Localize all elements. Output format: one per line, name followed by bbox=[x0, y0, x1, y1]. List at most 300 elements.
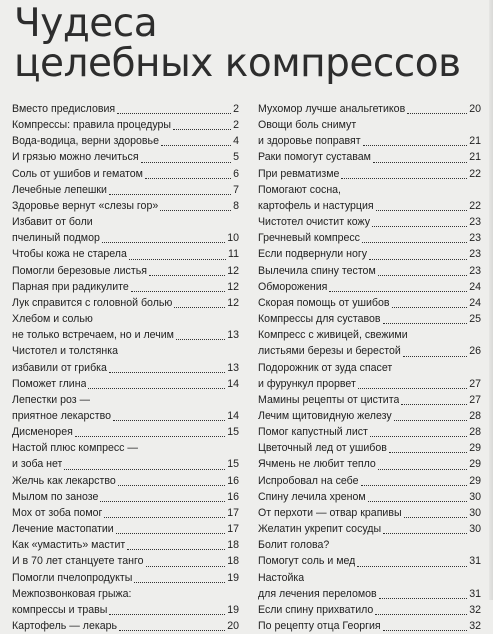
toc-entry bbox=[258, 230, 481, 246]
toc-page-number: 13 bbox=[227, 361, 239, 374]
toc-entry bbox=[12, 343, 239, 375]
toc-entry-line bbox=[12, 521, 239, 537]
toc-entry-line bbox=[258, 214, 481, 230]
toc-entry bbox=[12, 311, 239, 343]
dot-leader bbox=[88, 387, 225, 389]
toc-entry bbox=[258, 521, 481, 537]
toc-entry-line bbox=[258, 521, 481, 537]
toc-entry-title: Хлебом и солью bbox=[12, 313, 93, 326]
toc-entry bbox=[12, 473, 239, 489]
dot-leader bbox=[131, 290, 225, 292]
toc-entry-title: Овощи боль снимут bbox=[258, 119, 357, 132]
title-line-2: целебных компрессов bbox=[14, 41, 461, 86]
toc-page-number: 19 bbox=[227, 603, 239, 616]
toc-entry-line bbox=[258, 570, 481, 586]
dot-leader bbox=[145, 177, 231, 179]
toc-entry-title: Мох от зоба помог bbox=[12, 506, 103, 519]
toc-entry-line bbox=[12, 343, 239, 359]
dot-leader bbox=[113, 419, 225, 421]
toc-page-number: 27 bbox=[469, 377, 481, 390]
toc-entry-title: Спину лечила хреном bbox=[258, 490, 366, 503]
toc-entry-line bbox=[258, 489, 481, 505]
toc-page-number: 12 bbox=[227, 280, 239, 293]
toc-entry-title: Избавит от боли bbox=[12, 216, 93, 229]
toc-entry-title: Обморожения bbox=[258, 280, 328, 293]
toc-entry bbox=[12, 489, 239, 505]
toc-entry-title: Желатин укрепит сосуды bbox=[258, 523, 382, 536]
toc-page-number: 7 bbox=[233, 183, 239, 196]
dot-leader bbox=[383, 322, 468, 324]
toc-entry-line bbox=[12, 570, 239, 586]
dot-leader bbox=[109, 371, 225, 373]
toc-column-left bbox=[12, 101, 239, 634]
toc-entry-title: Чистотел очистит кожу bbox=[258, 216, 371, 229]
toc-page-number: 25 bbox=[469, 313, 481, 326]
toc-entry-title: Болит голова? bbox=[258, 539, 330, 552]
dot-leader bbox=[372, 225, 467, 227]
toc-entry-line bbox=[12, 602, 239, 618]
toc-entry-title: Мамины рецепты от цистита bbox=[258, 393, 400, 406]
toc-entry-title: пчелиный подмор bbox=[12, 232, 100, 245]
toc-entry bbox=[258, 214, 481, 230]
toc-entry-title: Настойка bbox=[258, 571, 305, 584]
toc-entry-title: Парная при радикулите bbox=[12, 280, 129, 293]
dot-leader bbox=[118, 484, 225, 486]
dot-leader bbox=[141, 161, 232, 163]
toc-entry-title: Картофель — лекарь bbox=[12, 620, 118, 632]
toc-entry bbox=[258, 408, 481, 424]
dot-leader bbox=[373, 161, 467, 163]
toc-entry-title: и здоровье поправят bbox=[258, 135, 361, 148]
toc-entry-line bbox=[258, 343, 481, 359]
toc-entry-line bbox=[12, 263, 239, 279]
toc-page-number: 29 bbox=[469, 474, 481, 487]
toc-entry-line bbox=[258, 392, 481, 408]
toc-entry-title: Мылом по занозе bbox=[12, 490, 99, 503]
toc-entry-line bbox=[12, 230, 239, 246]
toc-entry-title: Настой плюс компресс — bbox=[12, 442, 139, 455]
toc-page-number: 29 bbox=[469, 442, 481, 455]
dot-leader bbox=[329, 290, 467, 292]
toc-entry-line bbox=[12, 424, 239, 440]
toc-entry bbox=[258, 489, 481, 505]
toc-page-number: 31 bbox=[469, 587, 481, 600]
toc-page-number: 30 bbox=[469, 490, 481, 503]
toc-entry bbox=[12, 279, 239, 295]
toc-entry bbox=[258, 263, 481, 279]
toc-entry bbox=[12, 246, 239, 262]
dot-leader bbox=[102, 241, 225, 243]
toc-entry bbox=[12, 618, 239, 634]
dot-leader bbox=[404, 516, 468, 518]
dot-leader bbox=[117, 112, 231, 114]
dot-leader bbox=[401, 403, 467, 405]
toc-page-number: 11 bbox=[228, 248, 239, 261]
toc-entry bbox=[258, 505, 481, 521]
toc-entry-line bbox=[12, 440, 239, 456]
dot-leader bbox=[109, 613, 225, 615]
toc-page-number: 12 bbox=[227, 296, 239, 309]
toc-entry-line bbox=[12, 117, 239, 133]
dot-leader bbox=[161, 144, 231, 146]
toc-entry bbox=[258, 392, 481, 408]
toc-entry-line bbox=[12, 505, 239, 521]
toc-entry bbox=[12, 553, 239, 569]
dot-leader bbox=[104, 516, 225, 518]
toc-entry-title: Если спину прихватило bbox=[258, 603, 374, 616]
dot-leader bbox=[174, 306, 225, 308]
toc-page-number: 16 bbox=[227, 474, 239, 487]
toc-entry-title: Помогли березовые листья bbox=[12, 264, 147, 277]
dot-leader bbox=[146, 565, 226, 567]
dot-leader bbox=[378, 274, 467, 276]
toc-entry-title: Вместо предисловия bbox=[12, 103, 116, 115]
toc-entry-title: Раки помогут суставам bbox=[258, 151, 371, 164]
toc-page-number: 12 bbox=[227, 264, 239, 277]
dot-leader bbox=[134, 581, 225, 583]
toc-entry-line bbox=[258, 408, 481, 424]
toc-page-number: 28 bbox=[469, 426, 481, 439]
toc-entry-title: Компрессы: правила процедуры bbox=[12, 119, 172, 132]
dot-leader bbox=[378, 468, 467, 470]
toc-entry-title: Помогли пчелопродукты bbox=[12, 571, 133, 584]
toc-page-number: 14 bbox=[227, 409, 239, 422]
dot-leader bbox=[116, 532, 226, 534]
toc-entry bbox=[12, 295, 239, 311]
toc-entry-title: Компрессы для суставов bbox=[258, 313, 381, 326]
toc-entry-line bbox=[258, 473, 481, 489]
toc-entry bbox=[12, 182, 239, 198]
toc-entry-line bbox=[258, 586, 481, 602]
toc-entry-title: Ячмень не любит тепло bbox=[258, 458, 376, 471]
dot-leader bbox=[403, 355, 467, 357]
toc-page-number: 26 bbox=[469, 345, 481, 358]
toc-entry-line bbox=[12, 214, 239, 230]
dot-leader bbox=[376, 209, 468, 211]
toc-entry bbox=[12, 392, 239, 424]
dot-leader bbox=[361, 484, 468, 486]
toc-entry-title: Чтобы кожа не старела bbox=[12, 248, 127, 261]
toc-entry bbox=[12, 537, 239, 553]
toc-entry-title: Желчь как лекарство bbox=[12, 474, 116, 487]
toc-entry-line bbox=[258, 424, 481, 440]
toc-entry-line bbox=[258, 456, 481, 472]
toc-entry-line bbox=[258, 553, 481, 569]
toc-entry-line bbox=[12, 133, 239, 149]
toc-entry-title: Испробовал на себе bbox=[258, 474, 359, 487]
dot-leader bbox=[383, 532, 467, 534]
dot-leader bbox=[357, 565, 467, 567]
toc-entry-line bbox=[12, 473, 239, 489]
toc-entry bbox=[258, 618, 481, 634]
toc-entry bbox=[258, 602, 481, 618]
toc-entry-line bbox=[12, 586, 239, 602]
toc-entry-title: Чистотел и толстянка bbox=[12, 345, 118, 358]
toc-entry-line bbox=[12, 101, 239, 117]
toc-page-number: 2 bbox=[233, 119, 239, 132]
toc-entry-line bbox=[258, 198, 481, 214]
toc-entry bbox=[258, 166, 481, 182]
toc-entry bbox=[12, 505, 239, 521]
toc-entry-title: Скорая помощь от ушибов bbox=[258, 296, 390, 309]
toc-entry-line bbox=[12, 553, 239, 569]
toc-entry-title: И в 70 лет станцуете танго bbox=[12, 555, 144, 568]
toc-entry bbox=[258, 311, 481, 327]
toc-page-number: 31 bbox=[469, 555, 481, 568]
toc-entry-line bbox=[12, 537, 239, 553]
dot-leader bbox=[369, 258, 467, 260]
toc-entry-line bbox=[12, 618, 239, 634]
toc-column-right bbox=[258, 101, 481, 634]
toc-entry-title: картофель и настурция bbox=[258, 199, 374, 212]
toc-entry-title: Подорожник от зуда спасет bbox=[258, 361, 393, 374]
toc-page-number: 23 bbox=[469, 216, 481, 229]
toc-entry bbox=[12, 521, 239, 537]
toc-entry-title: и фурункул прорвет bbox=[258, 377, 356, 390]
toc-entry bbox=[258, 456, 481, 472]
toc-page-number: 30 bbox=[469, 506, 481, 519]
title-line-1: Чудеса bbox=[14, 1, 158, 46]
toc-entry-line bbox=[12, 376, 239, 392]
toc-entry-line bbox=[258, 360, 481, 376]
toc-entry bbox=[12, 440, 239, 472]
dot-leader bbox=[407, 112, 467, 114]
toc-page-number: 22 bbox=[469, 199, 481, 212]
toc-entry-title: Лечебные лепешки bbox=[12, 183, 107, 196]
toc-entry-title: Гречневый компресс bbox=[258, 232, 360, 245]
toc-entry-title: листьями березы и берестой bbox=[258, 345, 401, 358]
dot-leader bbox=[375, 613, 467, 615]
dot-leader bbox=[129, 258, 226, 260]
toc-entry bbox=[258, 149, 481, 165]
toc-entry-line bbox=[258, 311, 481, 327]
toc-entry-line bbox=[12, 182, 239, 198]
toc-entry-line bbox=[258, 101, 481, 117]
toc-entry-title: Мухомор лучше анальгетиков bbox=[258, 103, 406, 115]
toc-page-number: 22 bbox=[469, 167, 481, 180]
toc-entry-line bbox=[258, 182, 481, 198]
toc-entry-line bbox=[12, 149, 239, 165]
toc-entry bbox=[258, 473, 481, 489]
toc-entry-line bbox=[258, 537, 481, 553]
page-edge bbox=[489, 0, 493, 600]
toc-entry-title: При ревматизме bbox=[258, 167, 340, 180]
toc-entry-title: Компресс с живицей, свежими bbox=[258, 329, 408, 342]
dot-leader bbox=[160, 209, 231, 211]
toc-page-number: 23 bbox=[469, 232, 481, 245]
toc-entry bbox=[12, 263, 239, 279]
toc-entry bbox=[258, 246, 481, 262]
dot-leader bbox=[176, 338, 225, 340]
toc-entry-line bbox=[12, 489, 239, 505]
toc-entry-title: и зоба нет bbox=[12, 458, 63, 471]
toc-entry-line bbox=[258, 618, 481, 634]
page-title bbox=[14, 1, 461, 86]
toc-entry bbox=[258, 279, 481, 295]
dot-leader bbox=[127, 548, 225, 550]
toc-page-number: 28 bbox=[469, 409, 481, 422]
toc-entry bbox=[258, 440, 481, 456]
toc-entry-line bbox=[258, 279, 481, 295]
toc-entry bbox=[258, 327, 481, 359]
toc-entry bbox=[258, 570, 481, 602]
toc-entry-line bbox=[258, 246, 481, 262]
toc-entry bbox=[12, 424, 239, 440]
toc-page-number: 24 bbox=[469, 280, 481, 293]
toc-entry bbox=[12, 133, 239, 149]
toc-entry-line bbox=[258, 505, 481, 521]
toc-entry bbox=[12, 586, 239, 618]
toc-entry bbox=[12, 376, 239, 392]
dot-leader bbox=[370, 435, 467, 437]
toc-page-number: 15 bbox=[227, 426, 239, 439]
toc-entry-title: Дисменорея bbox=[12, 426, 73, 439]
toc-page-number: 29 bbox=[469, 458, 481, 471]
dot-leader bbox=[100, 500, 225, 502]
toc-entry bbox=[12, 166, 239, 182]
toc-entry-title: Вылечила спину тестом bbox=[258, 264, 376, 277]
toc-entry-title: приятное лекарство bbox=[12, 409, 111, 422]
toc-page-number: 23 bbox=[469, 264, 481, 277]
toc-entry bbox=[12, 198, 239, 214]
toc-entry-line bbox=[12, 166, 239, 182]
toc-entry-line bbox=[258, 149, 481, 165]
toc-entry-title: Поможет глина bbox=[12, 377, 87, 390]
toc-entry-title: По рецепту отца Георгия bbox=[258, 620, 381, 632]
dot-leader bbox=[383, 629, 468, 631]
toc-entry bbox=[258, 424, 481, 440]
toc-entry-line bbox=[12, 246, 239, 262]
toc-entry-title: Вода-водица, верни здоровье bbox=[12, 135, 159, 148]
toc-entry-line bbox=[12, 392, 239, 408]
dot-leader bbox=[119, 629, 225, 631]
dot-leader bbox=[362, 241, 467, 243]
toc-entry-title: Помогают сосна, bbox=[258, 183, 342, 196]
dot-leader bbox=[392, 306, 468, 308]
toc-page-number: 27 bbox=[469, 393, 481, 406]
toc-entry-line bbox=[12, 279, 239, 295]
toc-page-number: 10 bbox=[227, 232, 239, 245]
dot-leader bbox=[341, 177, 467, 179]
toc-page-number: 8 bbox=[233, 199, 239, 212]
dot-leader bbox=[358, 387, 467, 389]
toc-page-number: 5 bbox=[233, 151, 239, 164]
toc-entry-title: Соль от ушибов и гематом bbox=[12, 167, 143, 180]
toc-page-number: 13 bbox=[227, 329, 239, 342]
toc-page-number: 17 bbox=[227, 523, 239, 536]
toc-entry-title: И грязью можно лечиться bbox=[12, 151, 139, 164]
toc-page-number: 18 bbox=[227, 539, 239, 552]
toc-entry bbox=[12, 214, 239, 246]
dot-leader bbox=[363, 144, 468, 146]
dot-leader bbox=[64, 468, 225, 470]
toc-entry-title: Лук справится с головной болью bbox=[12, 296, 173, 309]
toc-entry-title: не только встречаем, но и лечим bbox=[12, 329, 174, 342]
toc-page-number: 4 bbox=[233, 135, 239, 148]
toc-page-number: 19 bbox=[227, 571, 239, 584]
toc-entry bbox=[12, 117, 239, 133]
toc-page-number: 20 bbox=[469, 103, 481, 115]
toc-entry-line bbox=[12, 360, 239, 376]
dot-leader bbox=[368, 500, 468, 502]
toc-page-number: 24 bbox=[469, 296, 481, 309]
toc-page-number: 32 bbox=[469, 603, 481, 616]
toc-page-number: 32 bbox=[469, 620, 481, 632]
dot-leader bbox=[75, 435, 225, 437]
toc-page-number: 14 bbox=[227, 377, 239, 390]
toc-page-number: 30 bbox=[469, 523, 481, 536]
toc-entry-line bbox=[258, 166, 481, 182]
dot-leader bbox=[394, 419, 468, 421]
toc-page-number: 21 bbox=[469, 151, 481, 164]
dot-leader bbox=[149, 274, 225, 276]
toc-entry bbox=[258, 360, 481, 392]
toc-entry-line bbox=[12, 456, 239, 472]
toc-page-number: 23 bbox=[469, 248, 481, 261]
toc-entry-line bbox=[12, 408, 239, 424]
toc-page-number: 21 bbox=[469, 135, 481, 148]
toc-entry-title: для лечения переломов bbox=[258, 587, 377, 600]
toc-entry-line bbox=[12, 295, 239, 311]
toc-page-number: 6 bbox=[233, 167, 239, 180]
toc-entry-line bbox=[258, 133, 481, 149]
toc-entry-title: Цветочный лед от ушибов bbox=[258, 442, 387, 455]
toc-page-number: 15 bbox=[227, 458, 239, 471]
toc-entry-line bbox=[12, 327, 239, 343]
toc-entry bbox=[258, 101, 481, 117]
toc-entry bbox=[258, 295, 481, 311]
toc-page-number: 20 bbox=[227, 620, 239, 632]
toc-entry-line bbox=[258, 295, 481, 311]
toc-entry-line bbox=[258, 117, 481, 133]
toc-entry-title: Лепестки роз — bbox=[12, 393, 91, 406]
toc-entry-title: Лечим щитовидную железу bbox=[258, 409, 392, 422]
toc-entry-title: Как «умастить» мастит bbox=[12, 539, 126, 552]
toc-entry-line bbox=[258, 230, 481, 246]
toc-entry-title: Помог капустный лист bbox=[258, 426, 368, 439]
dot-leader bbox=[109, 193, 231, 195]
toc-page-number: 16 bbox=[227, 490, 239, 503]
toc-page-number: 18 bbox=[227, 555, 239, 568]
toc-page-number: 2 bbox=[233, 103, 239, 115]
toc-entry-line bbox=[258, 602, 481, 618]
toc-entry-line bbox=[258, 327, 481, 343]
toc-entry-line bbox=[12, 311, 239, 327]
toc-entry bbox=[12, 149, 239, 165]
toc-entry bbox=[12, 570, 239, 586]
toc-entry bbox=[258, 537, 481, 569]
toc-entry-title: Если подвернули ногу bbox=[258, 248, 368, 261]
dot-leader bbox=[389, 451, 467, 453]
dot-leader bbox=[173, 128, 231, 130]
toc-entry-line bbox=[258, 440, 481, 456]
toc-entry-title: Помогут соль и мед bbox=[258, 555, 356, 568]
toc-entry bbox=[12, 101, 239, 117]
toc-entry-line bbox=[258, 263, 481, 279]
toc-entry-title: Межпозвонковая грыжа: bbox=[12, 587, 132, 600]
toc-entry bbox=[258, 182, 481, 214]
toc-entry-title: избавили от грибка bbox=[12, 361, 107, 374]
toc-entry-title: компрессы и травы bbox=[12, 603, 108, 616]
toc-entry-line bbox=[258, 376, 481, 392]
toc-entry-title: От перхоти — отвар крапивы bbox=[258, 506, 402, 519]
toc-entry-title: Лечение мастопатии bbox=[12, 523, 114, 536]
toc-entry bbox=[258, 117, 481, 149]
dot-leader bbox=[379, 597, 468, 599]
toc-entry-line bbox=[12, 198, 239, 214]
toc-entry-title: Здоровье вернут «слезы гор» bbox=[12, 199, 159, 212]
toc-page-number: 17 bbox=[227, 506, 239, 519]
